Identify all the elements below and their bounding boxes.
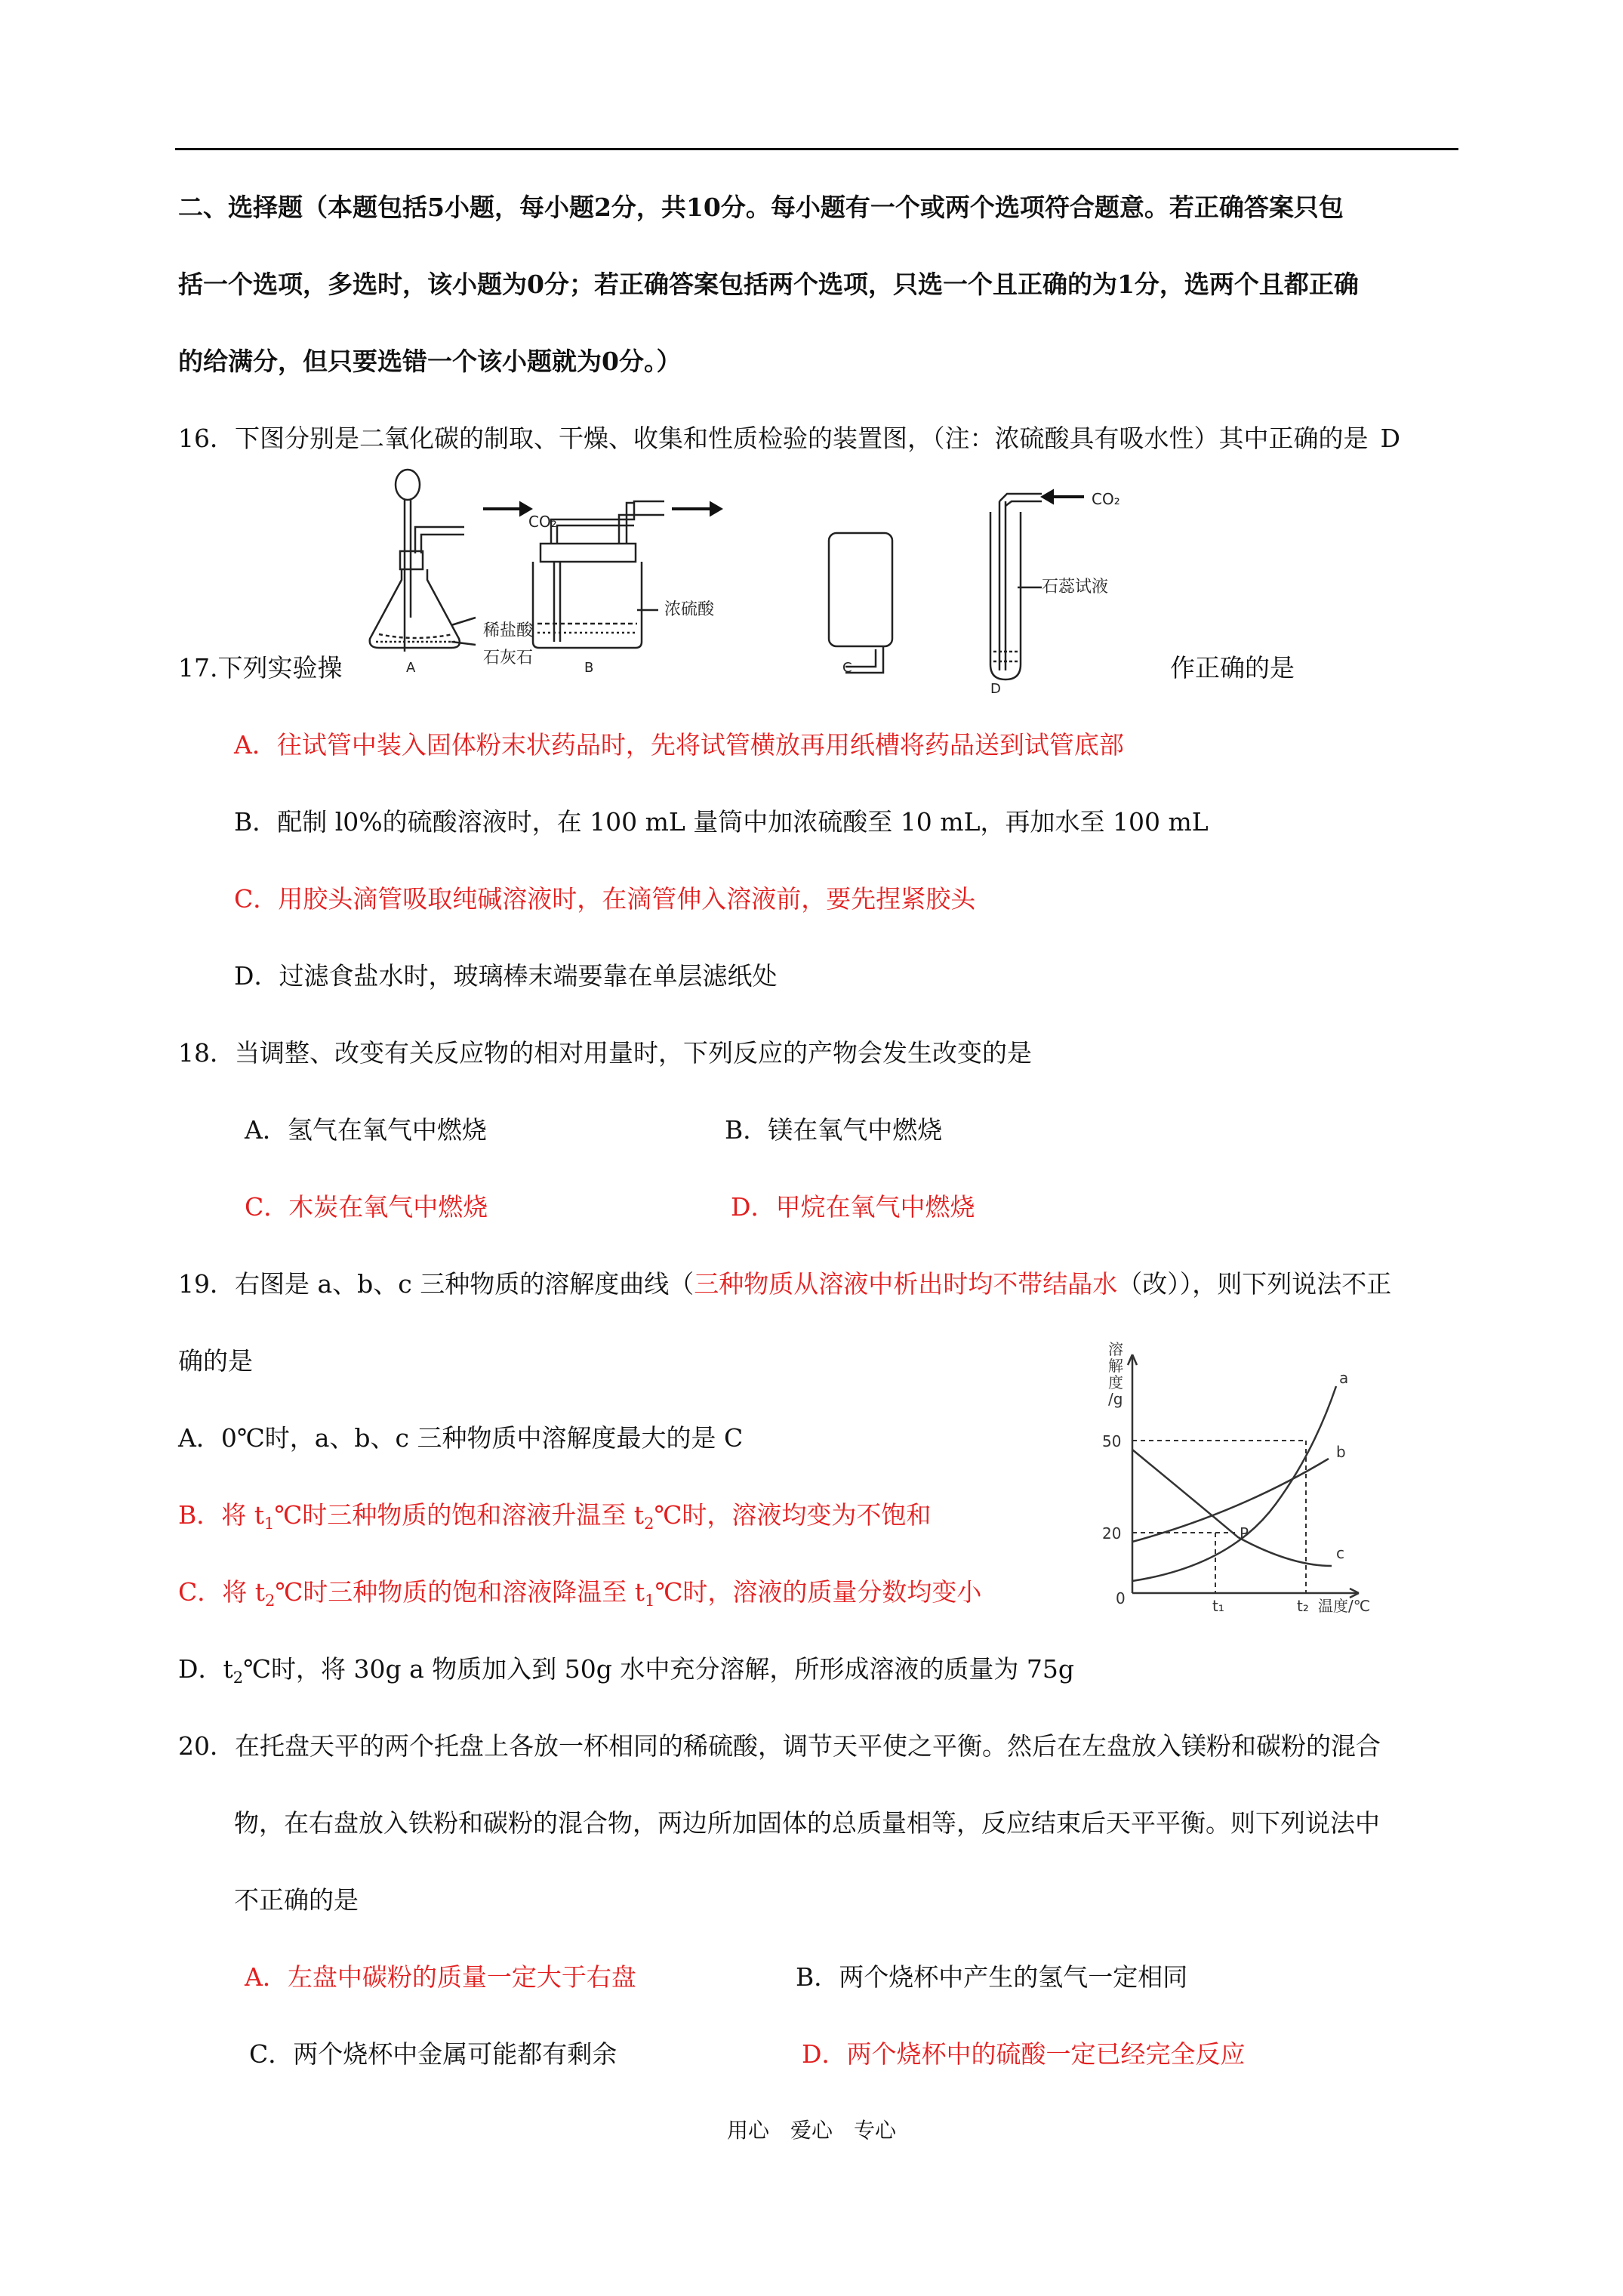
q19-stem-post: （改）），则下列说法不正 [1117,1269,1392,1299]
section-heading-line3: 的给满分，但只要选错一个该小题就为0分。） [178,347,682,376]
apparatus-c [829,533,892,673]
apparatus-a [370,470,476,652]
footer-part2: 爱心 [790,2118,833,2143]
graph-ylabel-3: 度 [1108,1373,1123,1391]
q18-option-c: C．木炭在氧气中燃烧 [245,1192,488,1222]
footer-part1: 用心 [726,2118,769,2143]
q17-option-b: B．配制 l0%的硫酸溶液时，在 100 mL 量筒中加浓硫酸至 10 mL，再加水至 100 mL [234,807,1209,837]
label-a-acid: 稀盐酸 [483,621,534,640]
graph-curve-c-label: c [1336,1544,1344,1562]
q18-option-b: B．镁在氧气中燃烧 [725,1115,943,1145]
q20-option-a: A．左盘中碳粉的质量一定大于右盘 [245,1962,636,1992]
label-b-gas: CO₂ [528,513,557,531]
q20-stem-line1: 20．在托盘天平的两个托盘上各放一杯相同的稀硫酸，调节天平使之平衡。然后在左盘放入镁粉和碳粉的混合 [178,1731,1381,1761]
q20-stem-line2: 物，在右盘放入铁粉和碳粉的混合物，两边所加固体的总质量相等，反应结束后天平平衡。则下列说法中 [234,1808,1380,1838]
q18-option-d: D．甲烷在氧气中燃烧 [731,1192,975,1222]
q17-option-d: D．过滤食盐水时，玻璃棒末端要靠在单层滤纸处 [234,961,778,991]
section-heading-line2: 括一个选项，多选时，该小题为0分；若正确答案包括两个选项，只选一个且正确的为1分，选两个且都正确 [178,270,1359,299]
apparatus-d [990,494,1042,680]
graph-origin: 0 [1116,1589,1126,1607]
graph-curve-a-label: a [1339,1369,1349,1387]
q16-answer: D [1380,424,1400,453]
header-rule [175,148,1458,150]
label-d: D [990,681,1001,697]
graph-t1: t₁ [1212,1597,1224,1615]
graph-t2: t₂ [1297,1597,1309,1615]
graph-ylabel-1: 溶 [1108,1340,1123,1358]
graph-curve-b [1132,1459,1329,1542]
q16-text: 16．下图分别是二氧化碳的制取、干燥、收集和性质检验的装置图，（注：浓硫酸具有吸水性）其中正确的是 [178,424,1369,453]
q17-option-c: C．用胶头滴管吸取纯碱溶液时，在滴管伸入溶液前，要先捏紧胶头 [234,884,976,914]
graph-xlabel: 温度/℃ [1318,1597,1371,1615]
graph-point-p: P [1240,1524,1249,1542]
q18-stem: 18．当调整、改变有关反应物的相对用量时，下列反应的产物会发生改变的是 [178,1038,1032,1068]
graph-curve-b-label: b [1336,1443,1346,1461]
label-c: C [842,660,852,676]
q20-option-b: B．两个烧杯中产生的氢气一定相同 [796,1962,1188,1992]
page-footer [0,2114,1623,2144]
q19-stem-line2: 确的是 [178,1346,253,1376]
label-d-reagent: 石蕊试液 [1042,578,1109,596]
q17-option-a: A．往试管中装入固体粉末状药品时，先将试管横放再用纸槽将药品送到试管底部 [234,730,1124,760]
q19-solubility-graph [1087,1339,1404,1641]
q17-stem-right: 作正确的是 [1170,653,1295,683]
q19-stem [178,1269,1392,1299]
graph-ylabel-2: 解 [1108,1357,1123,1375]
q19-option-c: C．将 $t_2℃$时三种物质的饱和溶液降温至 $t_1℃$时，溶液的质量分数均变小 [178,1577,982,1610]
q19-stem-pre: 19．右图是 a、b、c 三种物质的溶解度曲线（ [178,1269,694,1299]
q17-stem-left: 17.下列实验操 [178,653,343,683]
label-a-stone: 石灰石 [483,649,534,667]
q19-stem-red: 三种物质从溶液中析出时均不带结晶水 [694,1269,1118,1299]
q16-apparatus-figure [362,467,1147,697]
q19-option-a: A．0℃时，a、b、c 三种物质中溶解度最大的是 C [178,1423,744,1453]
section-heading-line1: 二、选择题（本题包括5小题，每小题2分，共10分。每小题有一个或两个选项符合题意。若正确答案只包 [178,193,1344,222]
graph-y20: 20 [1102,1524,1122,1542]
label-b-acid: 浓硫酸 [664,600,715,619]
q20-option-c: C．两个烧杯中金属可能都有剩余 [249,2039,617,2069]
graph-ylabel-4: /g [1108,1390,1123,1408]
q19-option-b: B．将 $t_1℃$时三种物质的饱和溶液升温至 $t_2℃$时，溶液均变为不饱和 [178,1500,932,1533]
footer-part3: 专心 [854,2118,897,2143]
label-b: B [584,660,594,676]
q18-option-a: A．氢气在氧气中燃烧 [245,1115,487,1145]
label-a: A [406,660,416,676]
q20-option-d: D．两个烧杯中的硫酸一定已经完全反应 [802,2039,1246,2069]
graph-y50: 50 [1102,1432,1122,1450]
label-d-gas: CO₂ [1092,490,1120,508]
q19-option-d: D．$t_2℃$时，将 30g a 物质加入到 50g 水中充分溶解，所形成溶液的质量为 75g [178,1654,1074,1687]
q20-stem-line3: 不正确的是 [234,1885,359,1915]
q16-stem [178,426,1400,451]
